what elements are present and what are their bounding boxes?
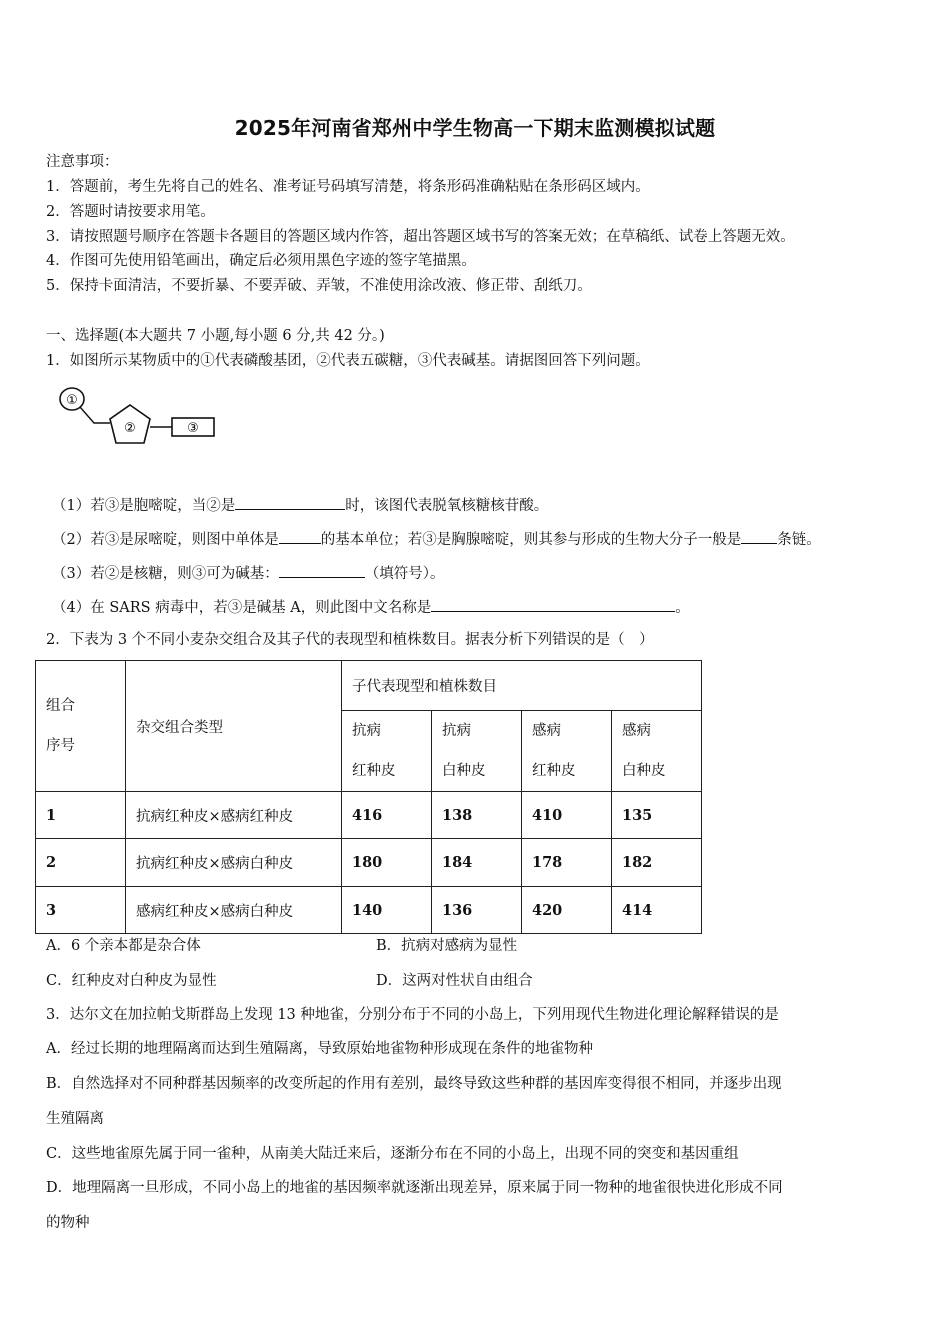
cell-count: 182 <box>612 839 702 887</box>
bond-line <box>80 407 110 423</box>
cell-group-id: 2 <box>36 839 126 887</box>
question-1-part-1: （1）若③是胞嘧啶，当②是 时，该图代表脱氧核糖核苷酸。 <box>52 495 548 515</box>
subheader-cell: 感病 红种皮 <box>522 711 612 792</box>
notice-item: 1．答题前，考生先将自己的姓名、准考证号码填写清楚，将条形码准确粘贴在条形码区域内。 <box>46 179 650 195</box>
option-c[interactable]: C．这些地雀原先属于同一雀种，从南美大陆迁来后，逐渐分布在不同的小岛上，出现不同的突变和基因重组 <box>46 1146 739 1162</box>
cell-count: 135 <box>612 792 702 839</box>
cell-group-id: 3 <box>36 887 126 934</box>
cell-count: 178 <box>522 839 612 887</box>
option-d[interactable]: D．这两对性状自由组合 <box>376 973 533 989</box>
cell-count: 180 <box>342 839 432 887</box>
cell-count: 416 <box>342 792 432 839</box>
question-1-part-4: （4）在 SARS 病毒中，若③是碱基 A，则此图中文名称是 。 <box>52 597 690 617</box>
notice-item: 2．答题时请按要求用笔。 <box>46 204 215 220</box>
cell-group-id: 1 <box>36 792 126 839</box>
question-1-part-3: （3）若②是核糖，则③可为碱基： （填符号）。 <box>52 563 444 583</box>
option-c[interactable]: C．红种皮对白种皮为显性 <box>46 973 217 989</box>
page-title: 2025年河南省郑州中学生物高一下期末监测模拟试题 <box>234 116 716 140</box>
answer-blank[interactable] <box>235 495 345 510</box>
question-1-part-2: （2）若③是尿嘧啶，则图中单体是 的基本单位；若③是胸腺嘧啶，则其参与形成的生物大分子一般是 条链。 <box>52 529 821 549</box>
label-sugar: ② <box>124 421 136 436</box>
cell-count: 410 <box>522 792 612 839</box>
option-b[interactable]: B．自然选择对不同种群基因频率的改变所起的作用有差别，最终导致这些种群的基因库变得很不相同，并逐步出现 <box>46 1076 782 1092</box>
cell-count: 138 <box>432 792 522 839</box>
table-row <box>36 887 702 934</box>
answer-blank[interactable] <box>741 529 777 544</box>
subheader-cell: 抗病 红种皮 <box>342 711 432 792</box>
section-heading: 一、选择题(本大题共 7 小题,每小题 6 分,共 42 分。) <box>46 328 385 344</box>
table-row <box>36 839 702 887</box>
cell-count: 140 <box>342 887 432 934</box>
option-b-continued: 生殖隔离 <box>46 1111 104 1127</box>
cell-count: 414 <box>612 887 702 934</box>
subheader-cell: 感病 白种皮 <box>612 711 702 792</box>
cell-count: 184 <box>432 839 522 887</box>
notice-heading: 注意事项： <box>46 154 119 170</box>
answer-blank[interactable] <box>279 563 365 578</box>
cell-count: 420 <box>522 887 612 934</box>
nucleotide-diagram <box>52 383 222 453</box>
label-phosphate: ① <box>66 393 78 408</box>
header-cross-type: 杂交组合类型 <box>126 661 342 792</box>
cell-count: 136 <box>432 887 522 934</box>
cell-cross: 抗病红种皮×感病红种皮 <box>126 792 342 839</box>
option-b[interactable]: B．抗病对感病为显性 <box>376 938 518 954</box>
table-row <box>36 792 702 839</box>
question-3-stem: 3．达尔文在加拉帕戈斯群岛上发现 13 种地雀，分别分布于不同的小岛上，下列用现代生物进化理论解释错误的是 <box>46 1007 779 1023</box>
option-a[interactable]: A．6 个亲本都是杂合体 <box>46 938 201 954</box>
option-d-continued: 的物种 <box>46 1215 90 1231</box>
question-1-stem: 1．如图所示某物质中的①代表磷酸基团，②代表五碳糖，③代表碱基。请据图回答下列问题。 <box>46 353 650 369</box>
cell-cross: 感病红种皮×感病白种皮 <box>126 887 342 934</box>
notice-item: 4．作图可先使用铅笔画出，确定后必须用黑色字迹的签字笔描黑。 <box>46 253 476 269</box>
cross-results-table <box>35 660 702 934</box>
option-a[interactable]: A．经过长期的地理隔离而达到生殖隔离，导致原始地雀物种形成现在条件的地雀物种 <box>46 1041 593 1057</box>
label-base: ③ <box>187 421 199 436</box>
question-2-stem: 2．下表为 3 个不同小麦杂交组合及其子代的表现型和植株数目。据表分析下列错误的是（ ） <box>46 632 654 648</box>
notice-item: 5．保持卡面清洁，不要折暴、不要弄破、弄皱，不准使用涂改液、修正带、刮纸刀。 <box>46 278 592 294</box>
option-d[interactable]: D．地理隔离一旦形成，不同小岛上的地雀的基因频率就逐渐出现差异，原来属于同一物种的地雀很快进化形成不同 <box>46 1180 783 1196</box>
subheader-cell: 抗病 白种皮 <box>432 711 522 792</box>
cell-cross: 抗病红种皮×感病白种皮 <box>126 839 342 887</box>
header-group-id: 组合 序号 <box>36 661 126 792</box>
header-offspring: 子代表现型和植株数目 <box>342 661 702 711</box>
answer-blank[interactable] <box>431 597 675 612</box>
answer-blank[interactable] <box>279 529 321 544</box>
notice-item: 3．请按照题号顺序在答题卡各题目的答题区域内作答，超出答题区域书写的答案无效；在草稿纸、试卷上答题无效。 <box>46 229 795 245</box>
